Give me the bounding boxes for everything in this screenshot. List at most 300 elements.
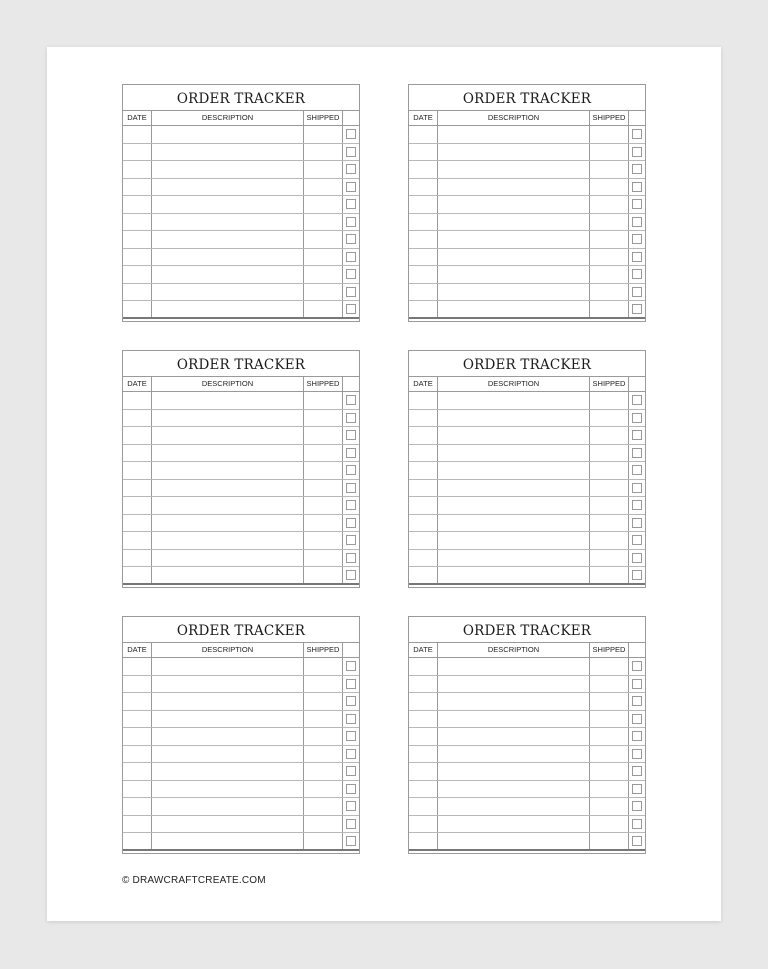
shipped-checkbox[interactable]	[346, 164, 356, 174]
date-cell[interactable]	[409, 144, 438, 161]
shipped-cell[interactable]	[590, 231, 629, 248]
date-cell[interactable]	[123, 214, 152, 231]
date-cell[interactable]	[409, 410, 438, 427]
shipped-cell[interactable]	[590, 266, 629, 283]
date-cell[interactable]	[123, 497, 152, 514]
description-cell[interactable]	[438, 144, 590, 161]
description-cell[interactable]	[438, 126, 590, 143]
shipped-checkbox[interactable]	[632, 518, 642, 528]
tracker-row	[409, 746, 645, 764]
description-cell[interactable]	[152, 711, 304, 728]
shipped-cell[interactable]	[304, 480, 343, 497]
shipped-cell[interactable]	[304, 214, 343, 231]
date-cell[interactable]	[123, 781, 152, 798]
shipped-checkbox[interactable]	[632, 661, 642, 671]
shipped-checkbox[interactable]	[632, 413, 642, 423]
description-cell[interactable]	[438, 798, 590, 815]
date-cell[interactable]	[123, 816, 152, 833]
description-cell[interactable]	[152, 179, 304, 196]
shipped-checkbox[interactable]	[346, 287, 356, 297]
shipped-checkbox[interactable]	[346, 395, 356, 405]
description-column-header: DESCRIPTION	[152, 377, 304, 391]
date-cell[interactable]	[409, 816, 438, 833]
date-cell[interactable]	[409, 480, 438, 497]
shipped-checkbox[interactable]	[632, 164, 642, 174]
shipped-cell[interactable]	[304, 266, 343, 283]
shipped-cell[interactable]	[590, 126, 629, 143]
checkbox-column-header	[343, 111, 359, 125]
shipped-cell[interactable]	[590, 161, 629, 178]
description-cell[interactable]	[152, 676, 304, 693]
shipped-checkbox[interactable]	[346, 535, 356, 545]
description-cell[interactable]	[438, 301, 590, 317]
description-cell[interactable]	[438, 833, 590, 849]
checkbox-cell	[629, 266, 645, 283]
tracker-row	[409, 550, 645, 568]
shipped-cell[interactable]	[304, 410, 343, 427]
shipped-cell[interactable]	[590, 728, 629, 745]
description-cell[interactable]	[438, 249, 590, 266]
description-cell[interactable]	[152, 126, 304, 143]
order-tracker-card	[408, 84, 646, 322]
description-cell[interactable]	[152, 231, 304, 248]
shipped-checkbox[interactable]	[346, 518, 356, 528]
description-cell[interactable]	[152, 728, 304, 745]
tracker-header-row	[409, 643, 645, 658]
tracker-row	[409, 179, 645, 197]
description-cell[interactable]	[152, 462, 304, 479]
description-cell[interactable]	[152, 161, 304, 178]
shipped-checkbox[interactable]	[632, 784, 642, 794]
shipped-checkbox[interactable]	[346, 147, 356, 157]
date-cell[interactable]	[409, 301, 438, 317]
date-cell[interactable]	[123, 658, 152, 675]
shipped-checkbox[interactable]	[632, 448, 642, 458]
shipped-checkbox[interactable]	[632, 801, 642, 811]
date-cell[interactable]	[123, 161, 152, 178]
shipped-checkbox[interactable]	[632, 749, 642, 759]
checkbox-cell	[629, 144, 645, 161]
shipped-checkbox[interactable]	[346, 465, 356, 475]
description-cell[interactable]	[438, 567, 590, 583]
date-cell[interactable]	[409, 249, 438, 266]
shipped-checkbox[interactable]	[632, 819, 642, 829]
date-cell[interactable]	[123, 144, 152, 161]
date-cell[interactable]	[123, 231, 152, 248]
checkbox-cell	[343, 763, 359, 780]
shipped-checkbox[interactable]	[632, 679, 642, 689]
description-cell[interactable]	[438, 196, 590, 213]
description-cell[interactable]	[152, 798, 304, 815]
description-cell[interactable]	[152, 515, 304, 532]
shipped-cell[interactable]	[304, 550, 343, 567]
description-cell[interactable]	[152, 833, 304, 849]
date-cell[interactable]	[123, 462, 152, 479]
date-cell[interactable]	[123, 126, 152, 143]
order-tracker-card	[122, 84, 360, 322]
shipped-checkbox[interactable]	[346, 570, 356, 580]
shipped-checkbox[interactable]	[632, 269, 642, 279]
shipped-cell[interactable]	[590, 179, 629, 196]
description-cell[interactable]	[152, 392, 304, 409]
description-cell[interactable]	[438, 781, 590, 798]
tracker-row	[409, 833, 645, 851]
date-cell[interactable]	[409, 196, 438, 213]
shipped-cell[interactable]	[590, 480, 629, 497]
description-cell[interactable]	[438, 480, 590, 497]
date-cell[interactable]	[123, 798, 152, 815]
shipped-cell[interactable]	[304, 515, 343, 532]
date-cell[interactable]	[409, 693, 438, 710]
shipped-cell[interactable]	[304, 746, 343, 763]
shipped-checkbox[interactable]	[632, 465, 642, 475]
shipped-checkbox[interactable]	[346, 661, 356, 671]
checkbox-cell	[343, 515, 359, 532]
tracker-row	[123, 833, 359, 851]
shipped-cell[interactable]	[304, 763, 343, 780]
date-cell[interactable]	[409, 746, 438, 763]
shipped-checkbox[interactable]	[346, 500, 356, 510]
description-cell[interactable]	[152, 266, 304, 283]
shipped-cell[interactable]	[304, 249, 343, 266]
tracker-row	[123, 798, 359, 816]
shipped-cell[interactable]	[590, 798, 629, 815]
shipped-cell[interactable]	[590, 746, 629, 763]
shipped-checkbox[interactable]	[346, 784, 356, 794]
description-cell[interactable]	[438, 693, 590, 710]
shipped-checkbox[interactable]	[346, 129, 356, 139]
shipped-cell[interactable]	[304, 445, 343, 462]
shipped-checkbox[interactable]	[346, 199, 356, 209]
shipped-checkbox[interactable]	[346, 234, 356, 244]
shipped-checkbox[interactable]	[632, 234, 642, 244]
shipped-cell[interactable]	[304, 427, 343, 444]
shipped-checkbox[interactable]	[346, 553, 356, 563]
description-cell[interactable]	[438, 658, 590, 675]
shipped-checkbox[interactable]	[632, 570, 642, 580]
date-cell[interactable]	[123, 249, 152, 266]
date-cell[interactable]	[123, 392, 152, 409]
shipped-cell[interactable]	[304, 462, 343, 479]
date-cell[interactable]	[123, 179, 152, 196]
shipped-cell[interactable]	[304, 196, 343, 213]
date-cell[interactable]	[409, 445, 438, 462]
shipped-cell[interactable]	[304, 676, 343, 693]
checkbox-cell	[629, 711, 645, 728]
shipped-checkbox[interactable]	[346, 448, 356, 458]
date-cell[interactable]	[123, 515, 152, 532]
shipped-checkbox[interactable]	[632, 836, 642, 846]
shipped-checkbox[interactable]	[346, 413, 356, 423]
shipped-cell[interactable]	[590, 532, 629, 549]
shipped-cell[interactable]	[590, 144, 629, 161]
description-cell[interactable]	[152, 284, 304, 301]
date-cell[interactable]	[409, 126, 438, 143]
shipped-checkbox[interactable]	[632, 129, 642, 139]
description-cell[interactable]	[152, 427, 304, 444]
date-cell[interactable]	[409, 231, 438, 248]
date-cell[interactable]	[123, 693, 152, 710]
shipped-cell[interactable]	[590, 693, 629, 710]
checkbox-cell	[343, 833, 359, 849]
shipped-cell[interactable]	[304, 497, 343, 514]
date-cell[interactable]	[409, 532, 438, 549]
shipped-cell[interactable]	[304, 144, 343, 161]
date-cell[interactable]	[123, 266, 152, 283]
shipped-checkbox[interactable]	[346, 304, 356, 314]
date-cell[interactable]	[409, 833, 438, 849]
shipped-cell[interactable]	[304, 532, 343, 549]
date-cell[interactable]	[123, 746, 152, 763]
date-cell[interactable]	[409, 497, 438, 514]
checkbox-cell	[343, 126, 359, 143]
shipped-checkbox[interactable]	[632, 217, 642, 227]
date-cell[interactable]	[409, 763, 438, 780]
shipped-cell[interactable]	[304, 728, 343, 745]
shipped-cell[interactable]	[304, 567, 343, 583]
description-cell[interactable]	[152, 781, 304, 798]
date-cell[interactable]	[409, 266, 438, 283]
shipped-cell[interactable]	[304, 161, 343, 178]
description-cell[interactable]	[438, 550, 590, 567]
date-cell[interactable]	[409, 427, 438, 444]
description-cell[interactable]	[438, 462, 590, 479]
date-cell[interactable]	[409, 161, 438, 178]
description-cell[interactable]	[438, 497, 590, 514]
description-cell[interactable]	[152, 763, 304, 780]
checkbox-cell	[343, 392, 359, 409]
shipped-column-header: SHIPPED	[304, 643, 343, 657]
description-cell[interactable]	[438, 445, 590, 462]
description-cell[interactable]	[438, 231, 590, 248]
shipped-cell[interactable]	[304, 301, 343, 317]
shipped-checkbox[interactable]	[346, 269, 356, 279]
shipped-cell[interactable]	[590, 410, 629, 427]
date-cell[interactable]	[409, 392, 438, 409]
shipped-cell[interactable]	[304, 816, 343, 833]
shipped-cell[interactable]	[590, 445, 629, 462]
shipped-checkbox[interactable]	[632, 731, 642, 741]
shipped-cell[interactable]	[590, 781, 629, 798]
description-cell[interactable]	[438, 711, 590, 728]
date-cell[interactable]	[409, 798, 438, 815]
date-cell[interactable]	[123, 445, 152, 462]
shipped-cell[interactable]	[590, 763, 629, 780]
shipped-checkbox[interactable]	[632, 553, 642, 563]
shipped-cell[interactable]	[590, 816, 629, 833]
description-cell[interactable]	[152, 550, 304, 567]
date-cell[interactable]	[123, 532, 152, 549]
description-cell[interactable]	[152, 214, 304, 231]
shipped-cell[interactable]	[304, 179, 343, 196]
shipped-checkbox[interactable]	[346, 714, 356, 724]
description-cell[interactable]	[438, 728, 590, 745]
date-cell[interactable]	[123, 567, 152, 583]
shipped-checkbox[interactable]	[632, 147, 642, 157]
date-cell[interactable]	[123, 427, 152, 444]
shipped-checkbox[interactable]	[632, 696, 642, 706]
checkbox-cell	[343, 410, 359, 427]
shipped-checkbox[interactable]	[632, 304, 642, 314]
date-cell[interactable]	[123, 196, 152, 213]
date-cell[interactable]	[409, 179, 438, 196]
shipped-cell[interactable]	[304, 126, 343, 143]
date-cell[interactable]	[409, 214, 438, 231]
tracker-row	[123, 410, 359, 428]
shipped-checkbox[interactable]	[346, 679, 356, 689]
shipped-checkbox[interactable]	[632, 287, 642, 297]
shipped-checkbox[interactable]	[632, 199, 642, 209]
shipped-checkbox[interactable]	[632, 182, 642, 192]
shipped-checkbox[interactable]	[632, 483, 642, 493]
description-cell[interactable]	[438, 763, 590, 780]
tracker-row	[409, 445, 645, 463]
shipped-checkbox[interactable]	[346, 483, 356, 493]
description-cell[interactable]	[438, 392, 590, 409]
shipped-cell[interactable]	[590, 550, 629, 567]
description-cell[interactable]	[438, 746, 590, 763]
shipped-checkbox[interactable]	[632, 430, 642, 440]
shipped-checkbox[interactable]	[346, 217, 356, 227]
shipped-cell[interactable]	[304, 658, 343, 675]
shipped-cell[interactable]	[304, 798, 343, 815]
description-cell[interactable]	[152, 746, 304, 763]
shipped-checkbox[interactable]	[346, 801, 356, 811]
shipped-checkbox[interactable]	[346, 819, 356, 829]
description-cell[interactable]	[152, 144, 304, 161]
shipped-cell[interactable]	[590, 711, 629, 728]
tracker-row	[123, 392, 359, 410]
checkbox-cell	[343, 462, 359, 479]
shipped-checkbox[interactable]	[632, 395, 642, 405]
shipped-checkbox[interactable]	[346, 836, 356, 846]
date-cell[interactable]	[123, 550, 152, 567]
date-cell[interactable]	[123, 728, 152, 745]
shipped-cell[interactable]	[590, 214, 629, 231]
description-cell[interactable]	[152, 816, 304, 833]
description-cell[interactable]	[438, 532, 590, 549]
tracker-row	[123, 658, 359, 676]
description-cell[interactable]	[438, 266, 590, 283]
description-cell[interactable]	[438, 214, 590, 231]
description-cell[interactable]	[152, 196, 304, 213]
shipped-cell[interactable]	[590, 196, 629, 213]
date-cell[interactable]	[409, 781, 438, 798]
date-cell[interactable]	[123, 480, 152, 497]
shipped-cell[interactable]	[304, 833, 343, 849]
description-cell[interactable]	[152, 480, 304, 497]
shipped-cell[interactable]	[590, 676, 629, 693]
date-cell[interactable]	[409, 676, 438, 693]
shipped-cell[interactable]	[304, 284, 343, 301]
shipped-checkbox[interactable]	[346, 182, 356, 192]
description-cell[interactable]	[152, 301, 304, 317]
date-cell[interactable]	[409, 284, 438, 301]
shipped-checkbox[interactable]	[346, 430, 356, 440]
description-cell[interactable]	[152, 445, 304, 462]
description-cell[interactable]	[438, 515, 590, 532]
shipped-cell[interactable]	[590, 833, 629, 849]
shipped-cell[interactable]	[304, 693, 343, 710]
date-cell[interactable]	[123, 410, 152, 427]
shipped-cell[interactable]	[304, 711, 343, 728]
description-cell[interactable]	[152, 497, 304, 514]
description-cell[interactable]	[152, 658, 304, 675]
shipped-checkbox[interactable]	[632, 766, 642, 776]
description-cell[interactable]	[438, 179, 590, 196]
description-cell[interactable]	[438, 676, 590, 693]
shipped-cell[interactable]	[590, 284, 629, 301]
shipped-cell[interactable]	[590, 567, 629, 583]
shipped-cell[interactable]	[590, 427, 629, 444]
date-cell[interactable]	[409, 711, 438, 728]
description-cell[interactable]	[438, 816, 590, 833]
checkbox-cell	[629, 126, 645, 143]
shipped-checkbox[interactable]	[632, 252, 642, 262]
description-cell[interactable]	[152, 693, 304, 710]
description-cell[interactable]	[438, 284, 590, 301]
date-cell[interactable]	[123, 676, 152, 693]
date-cell[interactable]	[123, 833, 152, 849]
checkbox-cell	[343, 301, 359, 317]
checkbox-cell	[343, 249, 359, 266]
shipped-cell[interactable]	[590, 462, 629, 479]
date-cell[interactable]	[409, 462, 438, 479]
shipped-cell[interactable]	[590, 658, 629, 675]
tracker-row	[409, 249, 645, 267]
shipped-checkbox[interactable]	[632, 714, 642, 724]
checkbox-cell	[343, 676, 359, 693]
description-cell[interactable]	[438, 427, 590, 444]
shipped-checkbox[interactable]	[346, 252, 356, 262]
date-cell[interactable]	[123, 711, 152, 728]
shipped-cell[interactable]	[304, 231, 343, 248]
shipped-checkbox[interactable]	[632, 535, 642, 545]
shipped-checkbox[interactable]	[632, 500, 642, 510]
date-cell[interactable]	[123, 763, 152, 780]
date-cell[interactable]	[409, 567, 438, 583]
shipped-checkbox[interactable]	[346, 696, 356, 706]
shipped-cell[interactable]	[590, 515, 629, 532]
description-cell[interactable]	[152, 249, 304, 266]
shipped-cell[interactable]	[304, 392, 343, 409]
description-cell[interactable]	[152, 532, 304, 549]
date-cell[interactable]	[409, 550, 438, 567]
date-cell[interactable]	[409, 728, 438, 745]
shipped-checkbox[interactable]	[346, 749, 356, 759]
shipped-cell[interactable]	[590, 497, 629, 514]
shipped-cell[interactable]	[590, 392, 629, 409]
description-cell[interactable]	[152, 567, 304, 583]
checkbox-cell	[629, 179, 645, 196]
date-cell[interactable]	[123, 284, 152, 301]
checkbox-cell	[343, 550, 359, 567]
shipped-cell[interactable]	[590, 249, 629, 266]
date-cell[interactable]	[123, 301, 152, 317]
shipped-checkbox[interactable]	[346, 766, 356, 776]
date-cell[interactable]	[409, 658, 438, 675]
shipped-cell[interactable]	[590, 301, 629, 317]
description-cell[interactable]	[438, 410, 590, 427]
tracker-row	[409, 567, 645, 585]
checkbox-column-header	[343, 377, 359, 391]
shipped-checkbox[interactable]	[346, 731, 356, 741]
tracker-row	[409, 301, 645, 319]
description-cell[interactable]	[438, 161, 590, 178]
description-cell[interactable]	[152, 410, 304, 427]
date-cell[interactable]	[409, 515, 438, 532]
shipped-cell[interactable]	[304, 781, 343, 798]
